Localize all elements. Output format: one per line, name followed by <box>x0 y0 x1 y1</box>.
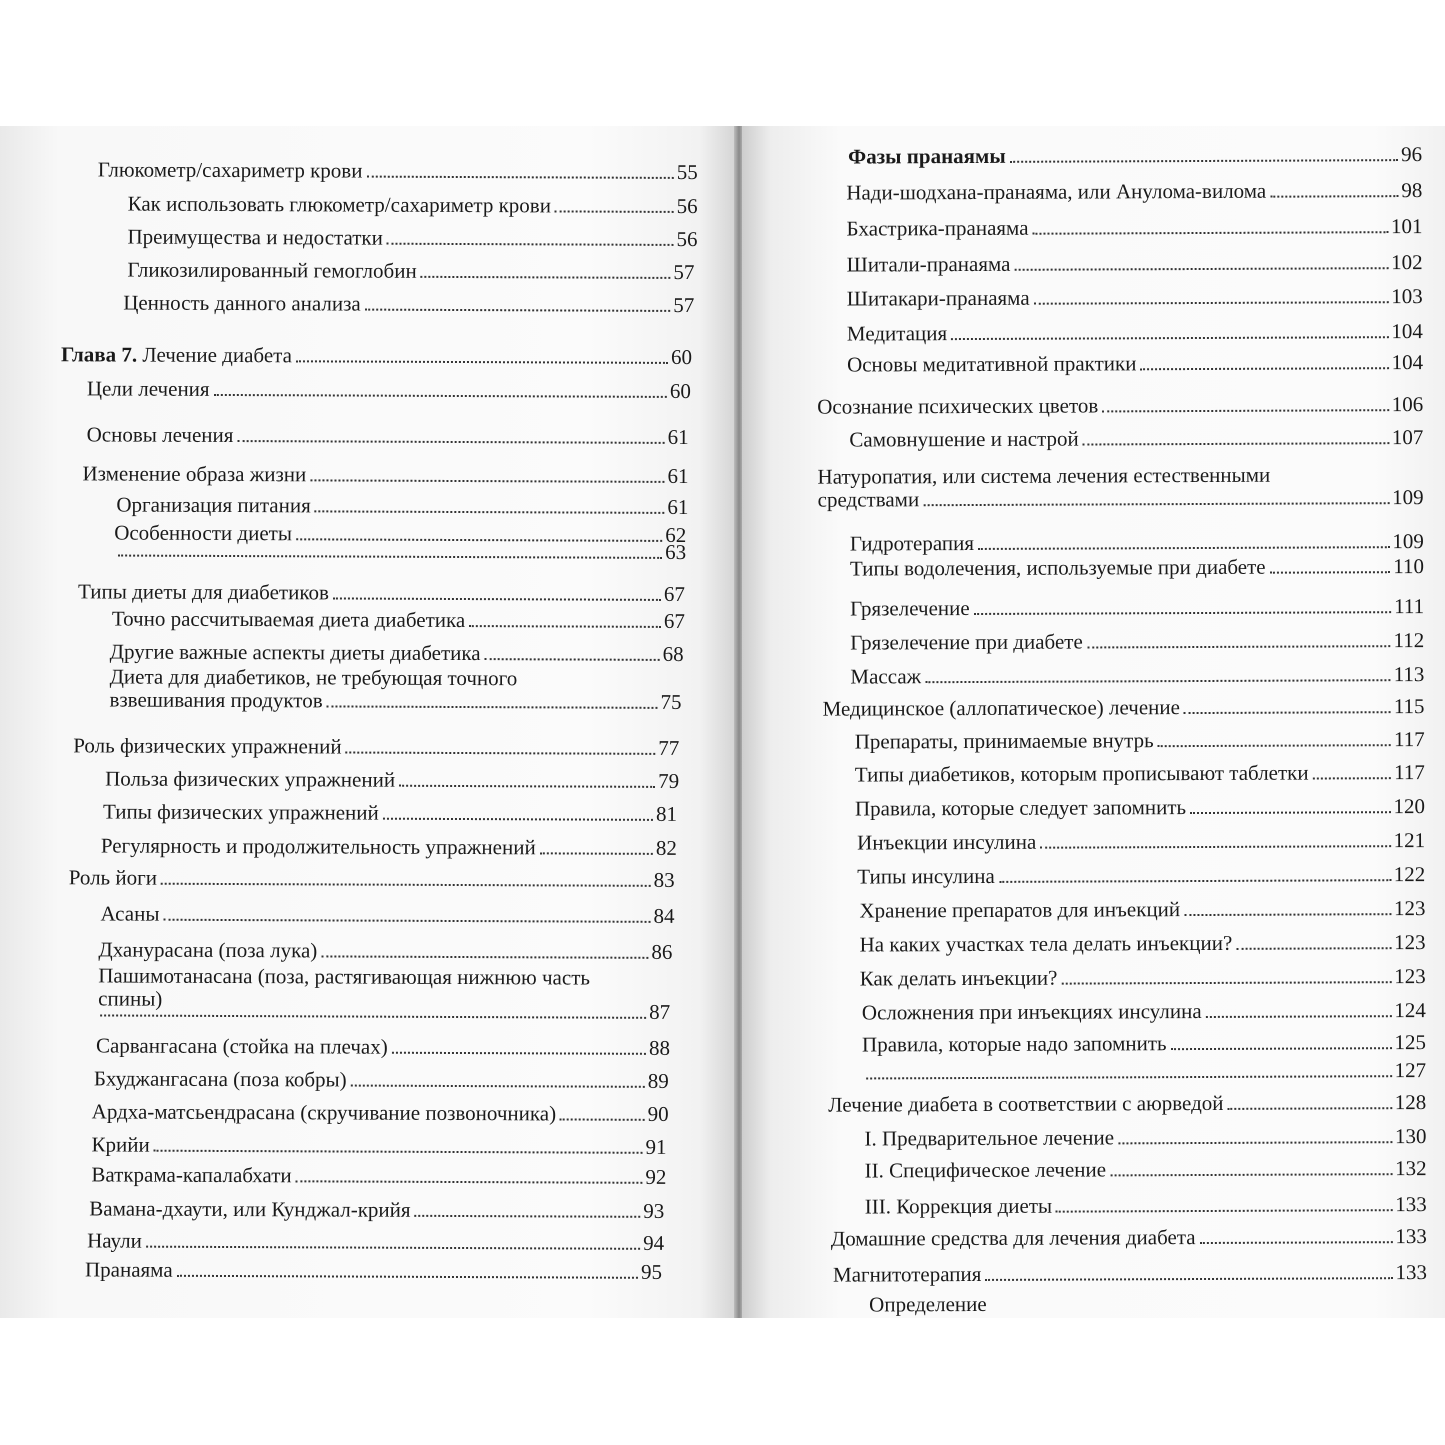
toc-entry-title: средствами <box>817 487 920 512</box>
toc-entry-title: Пранаяма <box>84 1257 173 1282</box>
dot-leader <box>555 210 674 213</box>
dot-leader <box>351 1085 645 1088</box>
toc-page-number: 62 <box>665 522 687 547</box>
toc-page-number: 61 <box>667 494 689 520</box>
dot-leader <box>1040 845 1390 849</box>
dot-leader <box>1228 1107 1392 1110</box>
right-toc-entry-7 <box>847 351 1423 377</box>
toc-entry-title: Медицинское (аллопатическое) лечение <box>822 695 1180 721</box>
right-toc-entry-10 <box>817 463 1423 512</box>
dot-leader <box>154 1150 643 1154</box>
toc-page-number: 130 <box>1394 1124 1427 1149</box>
dot-leader <box>315 510 665 514</box>
toc-entry-title: Инъекции инсулина <box>857 829 1037 855</box>
right-toc-entry-1 <box>848 143 1422 169</box>
dot-leader <box>177 1275 638 1279</box>
toc-entry-title: Лечение диабета в соответствии с аюрведой <box>828 1090 1224 1117</box>
toc-entry-title: Осознание психических цветов <box>817 393 1099 419</box>
right-toc-entry-28 <box>828 1091 1426 1117</box>
dot-leader <box>421 276 671 279</box>
dot-leader <box>485 658 660 661</box>
toc-entry-title: Ардха-матсьендрасана (скручивание позвоночника) <box>91 1099 557 1126</box>
toc-page-number: 90 <box>647 1101 669 1126</box>
toc-entry-title: На каких участках тела делать инъекции? <box>859 930 1233 957</box>
right-toc-entry-6 <box>847 320 1423 346</box>
toc-entry-title: Гидротерапия <box>849 530 975 556</box>
toc-page-number: 88 <box>648 1035 671 1060</box>
toc-page-number: 93 <box>643 1198 665 1223</box>
toc-page-number: 122 <box>1393 862 1426 887</box>
dot-leader <box>366 176 673 179</box>
toc-entry-title: Осложнения при инъекциях инсулина <box>861 999 1202 1025</box>
right-toc-entry-25 <box>862 999 1426 1024</box>
right-page <box>742 126 1445 1318</box>
toc-entry-title: Основы лечения <box>86 422 234 448</box>
toc-entry-title: Типы физических упражнений <box>102 799 379 825</box>
dot-leader <box>310 479 664 483</box>
dot-leader <box>1190 811 1390 814</box>
toc-entry-title: Основы медитативной практики <box>846 351 1137 377</box>
toc-entry-title: Домашние средства для лечения диабета <box>830 1225 1196 1251</box>
toc-page-number: 81 <box>655 801 678 826</box>
dot-leader <box>540 852 653 854</box>
dot-leader <box>1014 267 1388 271</box>
left-page <box>0 126 736 1318</box>
toc-page-number: 109 <box>1392 529 1424 554</box>
toc-page-number: 96 <box>1401 142 1423 167</box>
left-toc-entry-16 <box>109 665 681 713</box>
toc-entry-title: Типы водолечения, используемые при диабете <box>849 554 1266 581</box>
toc-entry-title: Медитация <box>846 321 948 346</box>
right-toc-entry-34 <box>869 1291 1427 1316</box>
right-toc-entry-16 <box>822 695 1424 721</box>
dot-leader <box>387 243 674 246</box>
dot-leader <box>1206 1015 1392 1018</box>
right-toc-entry-4 <box>847 251 1423 277</box>
toc-left <box>0 126 720 1284</box>
left-toc-entry-28 <box>92 1100 669 1126</box>
left-toc-entry-1 <box>98 158 698 184</box>
toc-page-number: 133 <box>1395 1260 1428 1285</box>
toc-page-number: 57 <box>673 259 695 285</box>
right-toc-entry-11 <box>850 530 1424 556</box>
toc-entry-title-line: Пашимотанасана (поза, растягивающая нижнюю часть <box>98 963 591 990</box>
right-toc-entry-30 <box>865 1157 1427 1182</box>
toc-page-number: 113 <box>1393 662 1425 687</box>
toc-page-number: 67 <box>663 608 685 633</box>
left-toc-entry-32 <box>87 1229 664 1255</box>
toc-entry-title: Типы диабетиков, которым прописывают таблетки <box>854 760 1309 787</box>
toc-page-number: 109 <box>1392 485 1424 510</box>
right-toc-entry-18 <box>855 761 1425 786</box>
toc-page-number: 127 <box>1394 1058 1427 1083</box>
toc-entry-title: Преимущества и недостатки <box>127 224 383 250</box>
toc-entry-title: Самовнушение и настрой <box>849 426 1079 452</box>
toc-page-number: 75 <box>660 689 682 714</box>
toc-page-number: 83 <box>653 867 675 892</box>
left-toc-entry-2 <box>128 193 698 218</box>
toc-entry-title: Лечение диабета <box>142 342 292 368</box>
left-toc-entry-17 <box>73 734 679 760</box>
toc-entry-title: II. Специфическое лечение <box>864 1157 1107 1183</box>
toc-entry-title-line: Диета для диабетиков, не требующая точного <box>109 664 518 691</box>
toc-page-number: 67 <box>663 581 686 606</box>
left-toc-entry-23 <box>98 938 672 964</box>
dot-leader <box>1184 913 1391 916</box>
toc-entry-title: Типы инсулина <box>857 863 995 889</box>
dot-leader <box>1118 1141 1392 1144</box>
toc-page-number: 91 <box>645 1134 667 1159</box>
right-toc-entry-33 <box>833 1261 1427 1287</box>
dot-leader <box>163 919 650 923</box>
toc-page-number: 123 <box>1394 964 1426 989</box>
toc-page-number: 86 <box>651 939 673 964</box>
toc-page-number: 133 <box>1395 1224 1427 1249</box>
dot-leader <box>1102 409 1388 412</box>
right-toc-entry-29 <box>864 1125 1426 1150</box>
dot-leader <box>1158 744 1391 747</box>
toc-page-number: 63 <box>665 539 687 564</box>
toc-entry-title: Ваткрама-капалабхати <box>91 1162 292 1188</box>
toc-entry-title: Фазы пранаямы <box>848 143 1006 169</box>
toc-page-number: 87 <box>649 999 671 1024</box>
toc-page-number: 117 <box>1393 727 1425 752</box>
toc-page-number: 112 <box>1393 628 1425 653</box>
toc-entry-title: Асаны <box>100 901 160 926</box>
dot-leader <box>999 879 1391 883</box>
dot-leader <box>560 1118 645 1120</box>
toc-entry-title: Роль физических упражнений <box>73 733 342 759</box>
left-toc-entry-7 <box>87 377 691 403</box>
toc-entry-title: I. Предварительное лечение <box>864 1125 1115 1151</box>
toc-page-number: 124 <box>1394 998 1426 1023</box>
dot-leader <box>1184 711 1391 714</box>
toc-entry-title: Бхуджангасана (поза кобры) <box>93 1066 347 1092</box>
toc-page-number: 133 <box>1395 1192 1427 1217</box>
toc-entry-title: Хранение препаратов для инъекций <box>859 897 1181 923</box>
left-toc-entry-33 <box>85 1258 662 1284</box>
left-toc-entry-8 <box>87 423 689 449</box>
toc-page-number: 115 <box>1393 694 1425 719</box>
toc-entry-title: Глюкометр/сахариметр крови <box>97 157 363 183</box>
toc-page-number: 120 <box>1393 794 1426 819</box>
dot-leader <box>118 555 662 559</box>
toc-page-number: 117 <box>1394 760 1425 785</box>
dot-leader <box>146 1246 640 1250</box>
toc-entry-title: Роль йоги <box>68 865 158 890</box>
toc-page-number: 68 <box>662 641 684 666</box>
dot-leader <box>1087 645 1391 648</box>
dot-leader <box>333 597 661 600</box>
toc-entry-title: Цели лечения <box>86 376 210 401</box>
toc-page-number: 84 <box>653 903 675 928</box>
toc-page-number: 79 <box>658 768 680 793</box>
dot-leader <box>925 679 1391 683</box>
left-toc-entry-6 <box>61 343 692 369</box>
toc-page-number: 121 <box>1393 828 1426 853</box>
toc-page-number: 95 <box>640 1259 663 1284</box>
right-toc-entry-21 <box>857 863 1425 888</box>
dot-leader <box>1171 1047 1392 1050</box>
toc-page-number: 106 <box>1391 392 1424 417</box>
right-toc-entry-31 <box>865 1193 1427 1218</box>
toc-entry-title: Как использовать глюкометр/сахариметр крови <box>127 191 552 218</box>
right-toc-entry-12 <box>850 555 1424 581</box>
toc-entry-title: Препараты, принимаемые внутрь <box>854 728 1154 754</box>
toc-page-number: 107 <box>1391 425 1424 450</box>
toc-entry-title: Польза физических упражнений <box>105 766 396 792</box>
dot-leader <box>296 1180 643 1184</box>
toc-page-number: 104 <box>1391 319 1423 344</box>
toc-entry-title: III. Коррекция диеты <box>864 1193 1053 1219</box>
dot-leader <box>327 705 658 708</box>
right-toc-entry-17 <box>855 728 1425 753</box>
right-toc-entry-20 <box>857 829 1425 854</box>
right-toc-entry-32 <box>831 1225 1427 1251</box>
toc-entry-title: Определение <box>869 1291 987 1317</box>
dot-leader <box>383 818 653 821</box>
toc-entry-title: Грязелечение при диабете <box>850 629 1083 655</box>
left-toc-entry-31 <box>89 1197 664 1223</box>
left-toc-entry-20 <box>101 834 677 860</box>
toc-entry-title: Наули <box>87 1228 142 1253</box>
left-toc-entry-10 <box>116 494 688 519</box>
toc-entry-title: Типы диеты для диабетиков <box>77 579 329 605</box>
toc-page-number: 128 <box>1394 1090 1427 1115</box>
left-toc-entry-15 <box>110 640 684 666</box>
left-toc-entry-5 <box>123 292 694 317</box>
dot-leader <box>296 360 668 364</box>
left-toc-entry-13 <box>78 580 685 606</box>
right-toc-entry-22 <box>859 897 1425 922</box>
toc-entry-title: Массаж <box>850 664 922 689</box>
toc-page-number: 102 <box>1391 250 1423 275</box>
right-toc-entry-9 <box>849 426 1423 452</box>
right-toc-entry-14 <box>850 629 1424 655</box>
dot-leader <box>974 611 1391 615</box>
toc-page-number: 57 <box>673 292 695 318</box>
right-toc-entry-5 <box>847 285 1423 311</box>
toc-page-number: 104 <box>1391 350 1424 375</box>
right-toc-entry-15 <box>850 663 1424 689</box>
toc-page-number: 56 <box>676 193 698 219</box>
right-toc-entry-19 <box>855 795 1425 820</box>
toc-entry-title: спины) <box>98 986 163 1011</box>
dot-leader <box>1033 231 1388 235</box>
toc-entry-title-line: Натуропатия, или система лечения естественными <box>817 462 1271 489</box>
dot-leader <box>923 502 1389 506</box>
dot-leader <box>321 955 648 958</box>
toc-page-number: 123 <box>1394 930 1426 955</box>
left-toc-entry-9 <box>82 462 688 488</box>
dot-leader <box>365 309 670 312</box>
toc-page-number: 111 <box>1394 594 1425 619</box>
left-toc-entry-26 <box>96 1034 670 1060</box>
dot-leader <box>1140 367 1388 370</box>
dot-leader <box>951 336 1388 340</box>
dot-leader <box>866 1075 1392 1079</box>
dot-leader <box>1010 159 1398 163</box>
toc-entry-title: Особенности диеты <box>114 520 293 546</box>
toc-entry-title: Точно рассчитываемая диета диабетика <box>111 606 466 633</box>
toc-page-number: 92 <box>645 1164 667 1189</box>
toc-page-number: 82 <box>655 835 677 860</box>
right-toc-entry-23 <box>860 931 1426 956</box>
left-toc-entry-14 <box>112 607 685 633</box>
dot-leader <box>237 440 664 444</box>
dot-leader <box>1270 571 1391 574</box>
toc-entry-title: взвешивания продуктов <box>109 687 323 713</box>
left-toc-entry-19 <box>103 800 677 826</box>
dot-leader <box>978 546 1389 550</box>
dot-leader <box>985 1277 1392 1281</box>
toc-page-number: 60 <box>669 378 691 404</box>
dot-leader <box>1034 301 1389 305</box>
right-toc-entry-13 <box>850 595 1424 621</box>
toc-entry-title: Магнитотерапия <box>832 1261 982 1287</box>
dot-leader <box>1110 1173 1392 1176</box>
dot-leader <box>1313 777 1391 779</box>
dot-leader <box>469 625 661 628</box>
dot-leader <box>392 1052 646 1055</box>
left-toc-entry-12 <box>114 539 686 564</box>
right-toc-entry-24 <box>860 965 1426 990</box>
dot-leader <box>214 394 667 398</box>
dot-leader <box>161 883 651 887</box>
toc-entry-title: Гликозилированный гемоглобин <box>127 257 417 283</box>
left-toc-entry-18 <box>105 767 679 793</box>
dot-leader <box>346 752 656 755</box>
toc-page-number: 123 <box>1393 896 1426 921</box>
toc-entry-title: Организация питания <box>116 492 311 518</box>
right-toc-entry-26 <box>862 1031 1426 1056</box>
chapter-label: Глава 7. <box>60 342 138 367</box>
toc-page-number: 61 <box>667 424 689 450</box>
toc-page-number: 94 <box>643 1230 665 1255</box>
toc-entry-title: Сарвангасана (стойка на плечах) <box>95 1033 388 1059</box>
dot-leader <box>415 1215 641 1218</box>
dot-leader <box>100 1014 646 1018</box>
toc-page-number: 125 <box>1394 1030 1427 1055</box>
left-toc-entry-21 <box>69 866 675 892</box>
toc-page-number: 61 <box>667 463 689 489</box>
toc-page-number: 55 <box>676 159 698 185</box>
toc-entry-title: Крийи <box>91 1132 150 1157</box>
left-toc-entry-25 <box>96 998 670 1024</box>
toc-entry-title: Регулярность и продолжительность упражнений <box>100 833 536 860</box>
toc-page-number: 56 <box>676 226 698 252</box>
toc-entry-title: Шитали-пранаяма <box>846 251 1011 277</box>
left-toc-entry-3 <box>127 226 697 251</box>
dot-leader <box>399 785 655 788</box>
toc-entry-title: Правила, которые надо запомнить <box>861 1031 1167 1057</box>
toc-page-number: 132 <box>1395 1156 1427 1181</box>
toc-page-number: 89 <box>647 1068 669 1093</box>
toc-page-number: 77 <box>658 735 680 760</box>
toc-page-number: 110 <box>1393 554 1424 579</box>
toc-entry-title: Грязелечение <box>850 596 970 621</box>
toc-page-number: 60 <box>670 344 693 370</box>
dot-leader <box>1200 1241 1393 1244</box>
dot-leader <box>1083 442 1389 445</box>
toc-entry-title: Как делать инъекции? <box>859 965 1058 991</box>
toc-entry-title: Бхастрика-пранаяма <box>846 215 1029 241</box>
toc-entry-title: Нади-шодхана-пранаяма, или Анулома-вилома <box>846 178 1267 205</box>
toc-entry-title: Шитакари-пранаяма <box>846 285 1030 311</box>
left-toc-entry-27 <box>94 1067 669 1093</box>
dot-leader <box>1270 195 1398 198</box>
toc-entry-title: Ценность данного анализа <box>123 290 361 316</box>
dot-leader <box>1061 981 1391 984</box>
left-toc-entry-29 <box>92 1133 667 1159</box>
right-toc-entry-27 <box>862 1059 1426 1084</box>
toc-entry-title: Изменение образа жизни <box>82 461 307 487</box>
toc-page-number: 98 <box>1401 178 1423 203</box>
toc-entry-title: Дханурасана (поза лука) <box>98 937 318 963</box>
left-toc-entry-30 <box>91 1163 666 1189</box>
right-toc-entry-3 <box>846 215 1422 241</box>
left-toc-entry-4 <box>127 259 694 284</box>
toc-entry-title: Правила, которые следует запомнить <box>854 795 1187 821</box>
right-toc-entry-2 <box>846 179 1422 205</box>
dot-leader <box>1056 1209 1392 1212</box>
dot-leader <box>1236 947 1391 950</box>
toc-page-number: 101 <box>1390 214 1423 239</box>
toc-entry-title: Вамана-дхаути, или Кунджал-крийя <box>89 1196 411 1222</box>
right-toc-entry-8 <box>817 393 1423 419</box>
left-toc-entry-22 <box>101 902 675 928</box>
toc-page-number: 103 <box>1391 284 1423 309</box>
toc-entry-title: Другие важные аспекты диеты диабетика <box>109 639 481 666</box>
